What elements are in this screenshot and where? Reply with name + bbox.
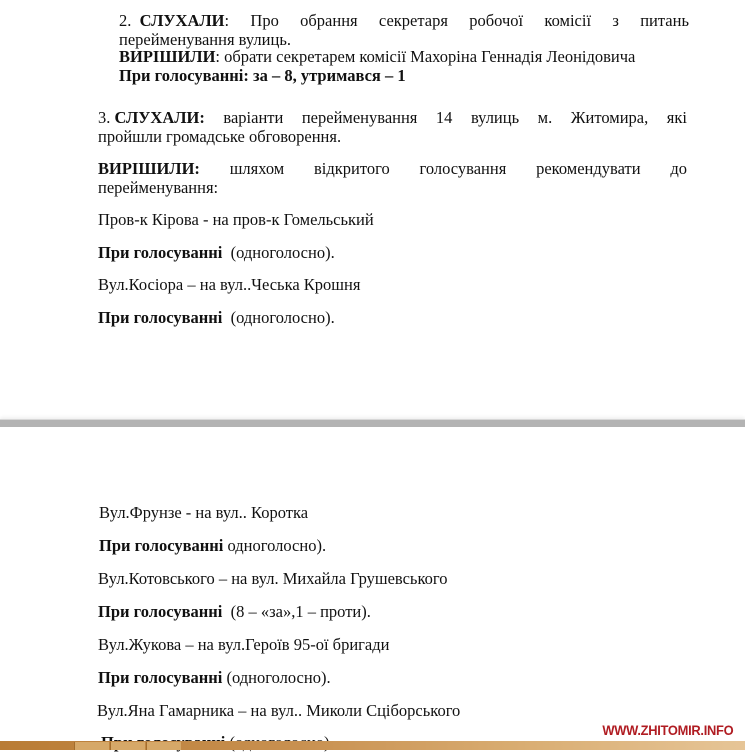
renaming-street: Пров-к Кірова - на пров-к Гомельський [98, 210, 374, 229]
item2-vote: При голосуванні: за – 8, утримався – 1 [119, 66, 406, 85]
renaming-vote [98, 668, 331, 688]
item3-heard-line1 [98, 108, 687, 128]
word: які [666, 108, 687, 127]
word: з [612, 11, 619, 30]
vote-label: При голосуванні [99, 536, 224, 555]
word: голосування [419, 159, 507, 178]
word: рекомендувати [536, 159, 641, 178]
word: Про [250, 11, 279, 30]
bar-segment [146, 742, 181, 750]
word: обрання [300, 11, 358, 30]
renaming-street: Вул.Жукова – на вул.Героїв 95-ої бригади [98, 635, 390, 654]
item2-heard-label: СЛУХАЛИ [139, 11, 225, 30]
bar-segment [74, 742, 109, 750]
vote-label: При голосуванні [98, 602, 223, 621]
word: перейменування [301, 108, 418, 127]
vote-result: (одноголосно). [222, 243, 335, 262]
word: комісії [544, 11, 592, 30]
vote-label: При голосуванні [98, 308, 223, 327]
renaming-vote [98, 308, 335, 328]
item2-heard-line1 [119, 11, 689, 31]
bottom-decorative-bar [0, 741, 745, 750]
item2-decided-label: ВИРІШИЛИ [119, 47, 216, 66]
word: питань [640, 11, 689, 30]
vote-label: При голосуванні [98, 668, 223, 687]
vote-result: одноголосно). [223, 536, 327, 555]
word: Житомира, [570, 108, 649, 127]
renaming-street: Вул.Котовського – на вул. Михайла Грушевського [98, 569, 448, 588]
item3-heard-line2: пройшли громадське обговорення. [98, 127, 342, 146]
renaming-street: Вул.Косіора – на вул..Чеська Крошня [98, 275, 361, 294]
item2-decided [119, 47, 635, 67]
item3-decided-line1 [98, 159, 687, 179]
bar-segment [110, 742, 145, 750]
word: вулиць [470, 108, 520, 127]
word: 14 [435, 108, 453, 127]
site-watermark: WWW.ZHITOMIR.INFO [601, 722, 733, 738]
word: відкритого [314, 159, 390, 178]
renaming-vote [98, 243, 335, 263]
vote-result: (одноголосно). [222, 308, 335, 327]
item3-number: 3. [98, 108, 111, 127]
renaming-street: Вул.Яна Гамарника – на вул.. Миколи Сціборського [97, 701, 461, 720]
word: варіанти [223, 108, 284, 127]
word: шляхом [229, 159, 285, 178]
word: м. [537, 108, 553, 127]
word: секретаря [378, 11, 448, 30]
vote-result: (8 – «за»,1 – проти). [222, 602, 371, 621]
item3-heard-heading [98, 108, 205, 128]
item2-heard-heading: 2. СЛУХАЛИ: [119, 11, 230, 30]
vote-label: При голосуванні [98, 243, 223, 262]
vote-result: (одноголосно). [222, 668, 331, 687]
renaming-street: Вул.Фрунзе - на вул.. Коротка [99, 503, 309, 522]
renaming-vote [98, 602, 371, 622]
word: робочої [469, 11, 524, 30]
item3-decided-label: ВИРІШИЛИ: [98, 159, 200, 178]
word: до [670, 159, 687, 178]
item3-heard-label: СЛУХАЛИ: [114, 108, 205, 127]
item3-decided-line2: перейменування: [98, 178, 219, 197]
item2-heard-line2: перейменування вулиць. [119, 30, 291, 49]
item2-number: 2. [119, 11, 132, 30]
item2-decided-text: : обрати секретарем комісії Махоріна Геннадія Леонідовича [215, 47, 636, 66]
renaming-vote [99, 536, 326, 556]
